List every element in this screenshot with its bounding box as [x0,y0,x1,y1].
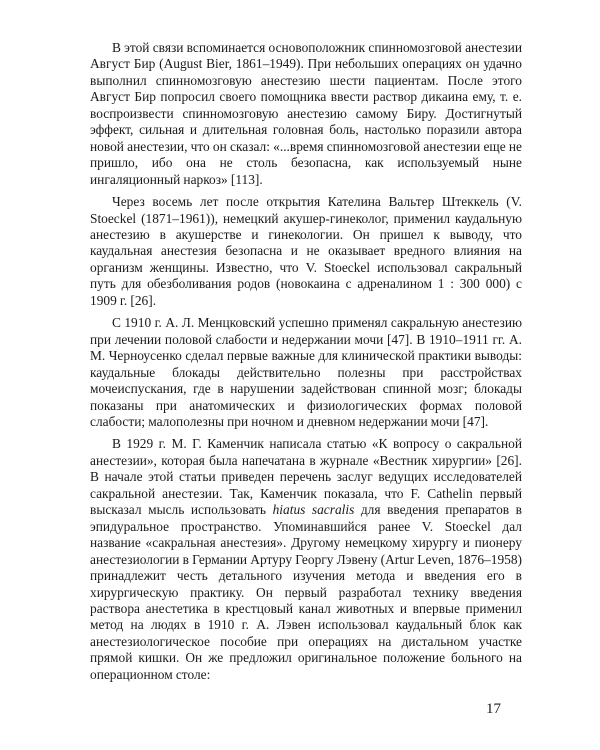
text-run: С 1910 г. А. Л. Менцковский успешно применял сакральную анестезию при лечении половой слабости и недержании мочи [47]. В 1910–1911 гг. А. М. Черноусенко сделал первые важные для клинической практики выводы: каудальные блокады действительно полезны при расстройствах мочеиспускания, где в нарушении задействован спинной мозг; блокады показаны при анатомических и физиологических формах половой слабости; малополезны при ночном и дневном недержании мочи [47]. [90,315,522,429]
text-run: для введения препаратов в эпидуральное пространство. Упоминавшийся ранее V. Stoeckel дал название «сакральная анестезия». Другому немецкому хирургу и пионеру анестезиологии в Германии Артуру Георгу Лэвену (Artur Leven, 1876–1958) принадлежит честь детального изучения метода и введения его в хирургическую практику. Он первый разработал технику введения раствора анестетика в крестцовый канал животных и впервые применил метод на людях в 1910 г. А. Лэвен использовал каудальный блок как анестезиологическое пособие при операциях на дистальном участке прямой кишки. Он же предложил оригинальное положение больного на операционном столе: [90,502,522,682]
paragraph [90,315,522,430]
paragraph [90,40,522,188]
paragraph [90,436,522,683]
text-run: Через восемь лет после открытия Кателина Вальтер Штеккель (V. Stoeckel (1871–1961)), немецкий акушер-гинеколог, применил каудальную анестезию в акушерстве и гинекологии. Он пришел к выводу, что каудальная анестезия безопасна и не оказывает вредного влияния на организм женщины. Известно, что V. Stoeckel использовал сакральный путь для обезболивания родов (новокаина с адреналином 1 : 300 000) с 1909 г. [26]. [90,194,522,308]
text-run: В 1929 г. М. Г. Каменчик написала статью «К вопросу о сакральной анестезии», которая была напечатана в журнале «Вестник хирургии» [26]. В начале этой статьи приведен перечень заслуг ведущих исследователей сакральной анестезии. Так, Каменчик показала, что F. Cathelin первый высказал мысль использовать [90,436,522,518]
text-run: В этой связи вспоминается основоположник спинномозговой анестезии Август Бир (August Bier, 1861–1949). При небольших операциях он удачно выполнил спинномозговую анестезию шести пациентам. После этого Август Бир попросил своего помощника ввести раствор дикаина ему, т. е. воспроизвести спинномозговую анестезию самому Биру. Достигнутый эффект, сильная и длительная головная боль, настолько поразили автора новой анестезии, что он сказал: «...время спинномозговой анестезии еще не пришло, ибо она не столь безопасна, как используемый ныне ингаляционный наркоз» [113]. [90,40,522,187]
paragraph [90,194,522,309]
page-number: 17 [486,701,501,717]
body-text [90,40,522,683]
italic-term: hiatus sacralis [272,502,355,518]
